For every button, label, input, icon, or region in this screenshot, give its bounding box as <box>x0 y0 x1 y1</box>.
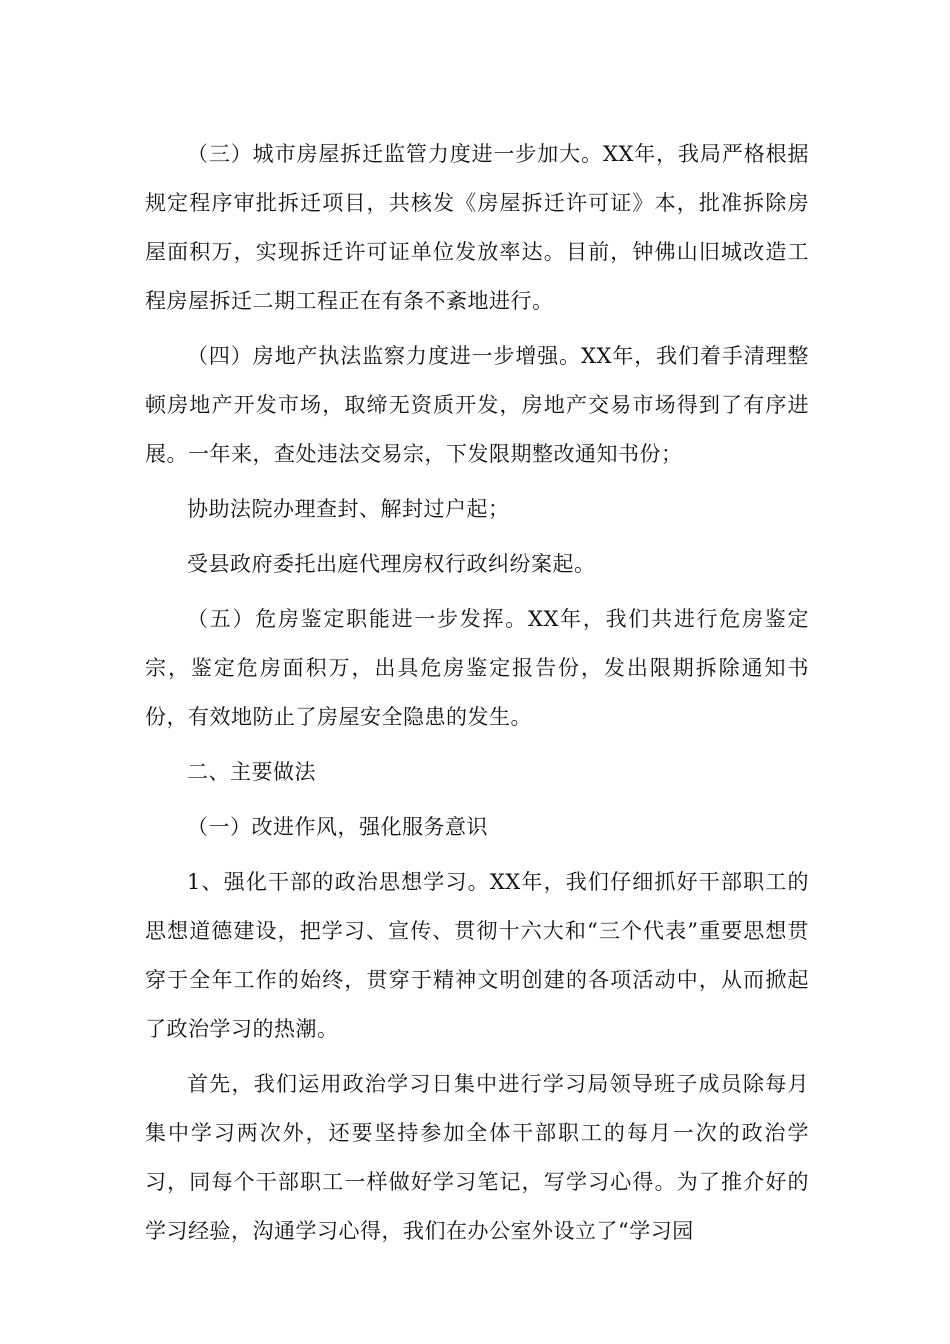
paragraph-administrative-dispute: 受县政府委托出庭代理房权行政纠纷案起。 <box>187 552 596 576</box>
subsection-heading-work-style: （一）改进作风，强化服务意识 <box>187 815 488 839</box>
paragraph-dangerous-housing: （五）危房鉴定职能进一步发挥。XX年，我们共进行危房鉴定宗，鉴定危房面积万，出具危房鉴定报告份，发出限期拆除通知书份，有效地防止了房屋安全隐患的发生。 <box>145 607 809 729</box>
paragraph-demolition-supervision: （三）城市房屋拆迁监管力度进一步加大。XX年，我局严格根据规定程序审批拆迁项目，共核发《房屋拆迁许可证》本，批准拆除房屋面积万，实现拆迁许可证单位发放率达。目前，钟佛山旧城改造工程房屋拆迁二期工程正在有条不紊地进行。 <box>145 142 809 313</box>
paragraph-court-assistance: 协助法院办理查封、解封过户起； <box>187 497 510 521</box>
paragraph-study-day: 首先，我们运用政治学习日集中进行学习局领导班子成员除每月集中学习两次外，还要坚持参加全体干部职工的每月一次的政治学习，同每个干部职工一样做好学习笔记，写学习心得。为了推介好的学习经验，沟通学习心得，我们在办公室外设立了“学习园 <box>145 1072 809 1243</box>
section-heading-main-practices: 二、主要做法 <box>187 760 316 784</box>
paragraph-political-study: 1、强化干部的政治思想学习。XX年，我们仔细抓好干部职工的思想道德建设，把学习、宣传、贯彻十六大和“三个代表”重要思想贯穿于全年工作的始终，贯穿于精神文明创建的各项活动中，从而掀起了政治学习的热潮。 <box>145 870 809 1041</box>
paragraph-law-enforcement: （四）房地产执法监察力度进一步增强。XX年，我们着手清理整顿房地产开发市场，取缔无资质开发，房地产交易市场得到了有序进展。一年来，查处违法交易宗，下发限期整改通知书份； <box>145 344 809 466</box>
document-body <box>145 130 809 1256</box>
